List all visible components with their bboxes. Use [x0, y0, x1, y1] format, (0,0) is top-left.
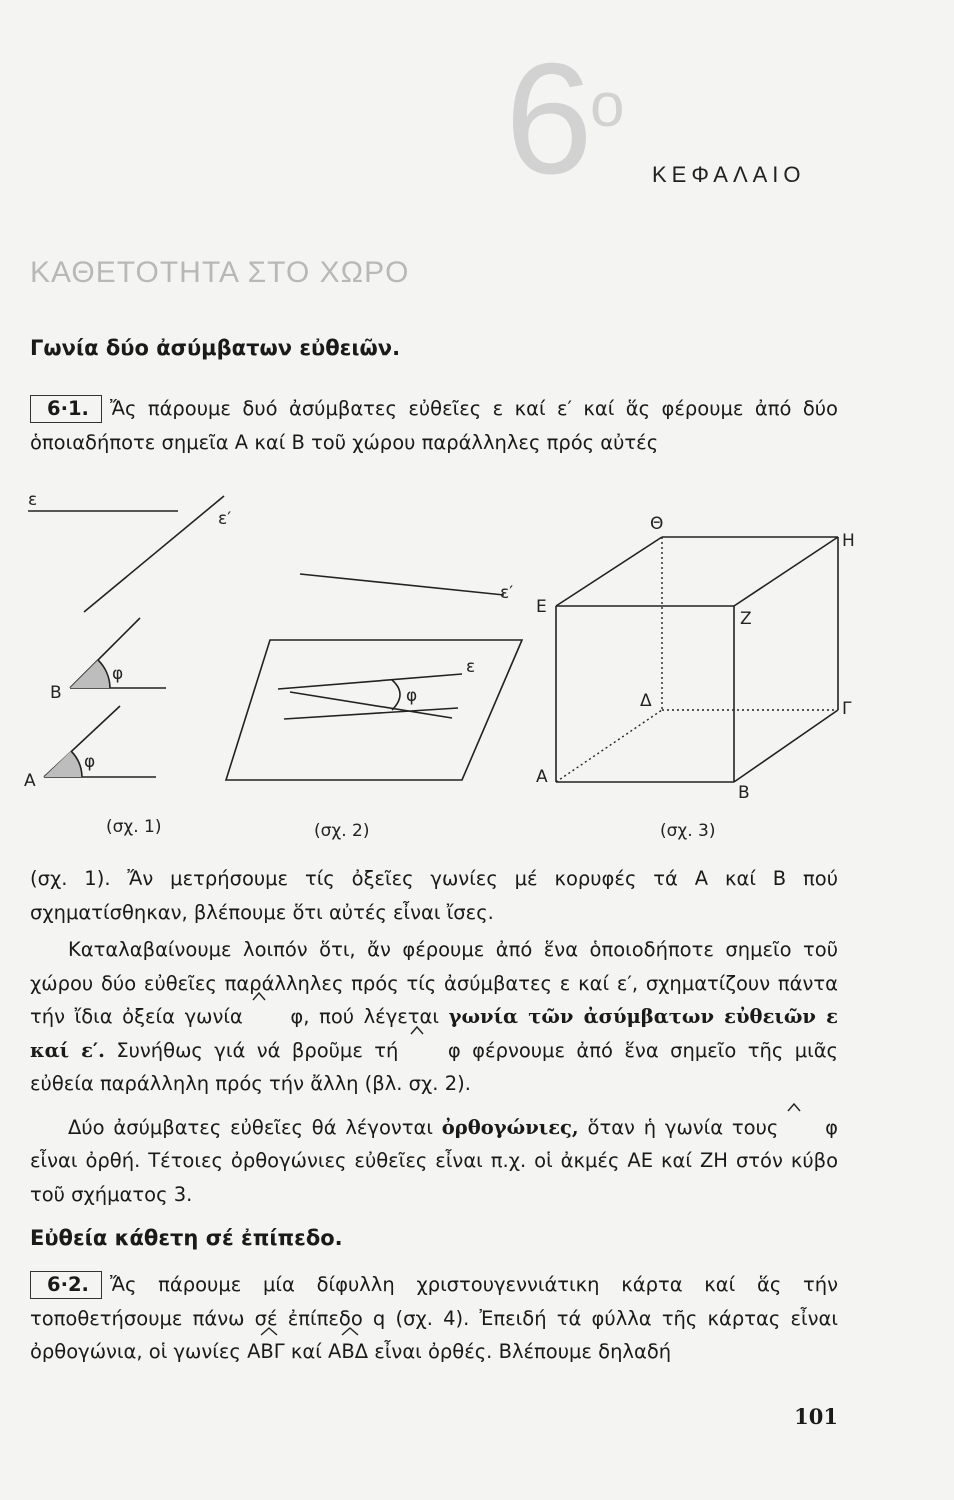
phi-angle-symbol: φ [252, 1000, 303, 1034]
fig3-label-E: Ε [536, 597, 547, 617]
fig2-label-phi: φ [406, 686, 418, 706]
chapter-superscript: o [590, 71, 625, 140]
fig3-label-theta: Θ [650, 514, 664, 534]
phi-angle-symbol-3: φ [787, 1111, 838, 1145]
fig3-label-gamma: Γ [842, 699, 852, 719]
section-number-box-1: 6·1. [30, 395, 102, 423]
fig3-label-Z: Ζ [740, 609, 752, 629]
fig3-caption: (σχ. 3) [660, 821, 716, 841]
body-text [30, 862, 838, 1211]
paragraph-3-bold-term: ὀρθογώνιες, [441, 1115, 579, 1139]
fig1-label-B: Β [50, 683, 62, 703]
figure-2 [226, 574, 522, 780]
chapter-number: 6 [505, 31, 593, 207]
figure-3 [556, 537, 838, 782]
paragraph-2 [30, 933, 838, 1101]
section-title-1: Γωνία δύο ἀσύμβατων εὐθειῶν. [30, 336, 401, 360]
section-title-2: Εὐθεία κάθετη σέ ἐπίπεδο. [30, 1226, 343, 1250]
phi-angle-symbol-2: φ [410, 1034, 461, 1068]
fig1-label-eps: ε [28, 490, 38, 510]
paragraph-3-part-b: ὅταν ἡ γωνία τους [587, 1115, 779, 1139]
section-2-part-c: εἶναι ὀρθές. Βλέπουμε δηλαδή [374, 1340, 672, 1363]
chapter-title: ΚΑΘΕΤΟΤΗΤΑ ΣΤΟ ΧΩΡΟ [30, 256, 410, 289]
fig3-label-delta: Δ [640, 691, 652, 711]
fig3-label-H: Η [842, 531, 855, 551]
paragraph-2-part-d: φέρνουμε ἀπό ἕνα σημεῖο τῆς μιᾶς εὐθεία παράλληλη πρός τήν ἄλλη (βλ. σχ. 2). [30, 1038, 839, 1095]
section-number-box-2: 6·2. [30, 1271, 102, 1299]
figure-1 [28, 496, 224, 777]
paragraph-2-part-b: , πού λέγεται [303, 1005, 439, 1028]
section-1-text: Ἄς πάρουμε δυό ἀσύμβατες εὐθεῖες ε καί ε′ καί ἅς φέρουμε ἀπό δύο ὁποιαδήποτε σημεῖα Α καί Β τοῦ χώρου παράλληλες πρός αὐτές [30, 397, 838, 454]
chapter-word: ΚΕΦΑΛΑΙΟ [652, 162, 806, 187]
paragraph-3-part-c: εἶναι ὀρθή. Τέτοιες ὀρθογώνιες εὐθεῖες εἶναι π.χ. οἱ ἀκμές ΑΕ καί ΖΗ στόν κύβο τοῦ σχήματος 3. [30, 1149, 838, 1206]
fig1-label-phi-1: φ [112, 664, 124, 684]
figures [0, 480, 954, 850]
fig1-label-A: Α [24, 771, 36, 791]
paragraph-3 [30, 1111, 838, 1212]
fig1-caption: (σχ. 1) [106, 817, 162, 837]
paragraph-2-bold-term: γωνία τῶν ἀσύμβατων εὐθειῶν ε καί ε′. [30, 1005, 838, 1062]
section-2-part-b: καί [290, 1340, 322, 1363]
fig1-label-phi-2: φ [84, 752, 96, 772]
fig2-caption: (σχ. 2) [314, 821, 370, 841]
fig2-label-eps: ε [466, 657, 476, 677]
section-2-part-a: Ἄς πάρουμε μία δίφυλλη χριστουγεννιάτικη κάρτα καί ἅς τήν τοποθετήσουμε πάνω σέ ἐπίπεδο q (σχ. 4). Ἐπειδή τά φύλλα τῆς κάρτας εἶναι ὀρθογώνια, οἱ γωνίες [30, 1273, 838, 1363]
angle-ABG: ΑΒΓ [247, 1335, 285, 1369]
fig3-label-B: Β [738, 783, 750, 803]
angle-ABD: ΑΒΔ [328, 1335, 368, 1369]
fig3-label-A: Α [536, 767, 548, 787]
page-number: 101 [794, 1404, 838, 1429]
fig1-label-eps-prime: ε′ [218, 509, 232, 529]
paragraph-3-part-a: Δύο ἀσύμβατες εὐθεῖες θά λέγονται [68, 1115, 433, 1139]
section-1-intro [30, 392, 838, 459]
section-2-text [30, 1268, 838, 1369]
fig2-label-eps-prime: ε′ [500, 583, 514, 603]
paragraph-2-part-c: Συνήθως γιά νά βροῦμε τή [116, 1038, 399, 1062]
paragraph-1: (σχ. 1). Ἄν μετρήσουμε τίς ὀξεῖες γωνίες μέ κορυφές τά Α καί Β πού σχηματίσθηκαν, βλέπουμε ὅτι αὐτές εἶναι ἴσες. [30, 867, 838, 924]
paragraph-2-part-a: Καταλαβαίνουμε λοιπόν ὅτι, ἄν φέρουμε ἀπό ἕνα ὁποιοδήποτε σημεῖο τοῦ χώρου δύο εὐθεῖες παράλληλες πρός τίς ἀσύμβατες ε καί ε′, σχηματίζουν πάντα τήν ἴδια ὀξεία γωνία [30, 938, 838, 1028]
